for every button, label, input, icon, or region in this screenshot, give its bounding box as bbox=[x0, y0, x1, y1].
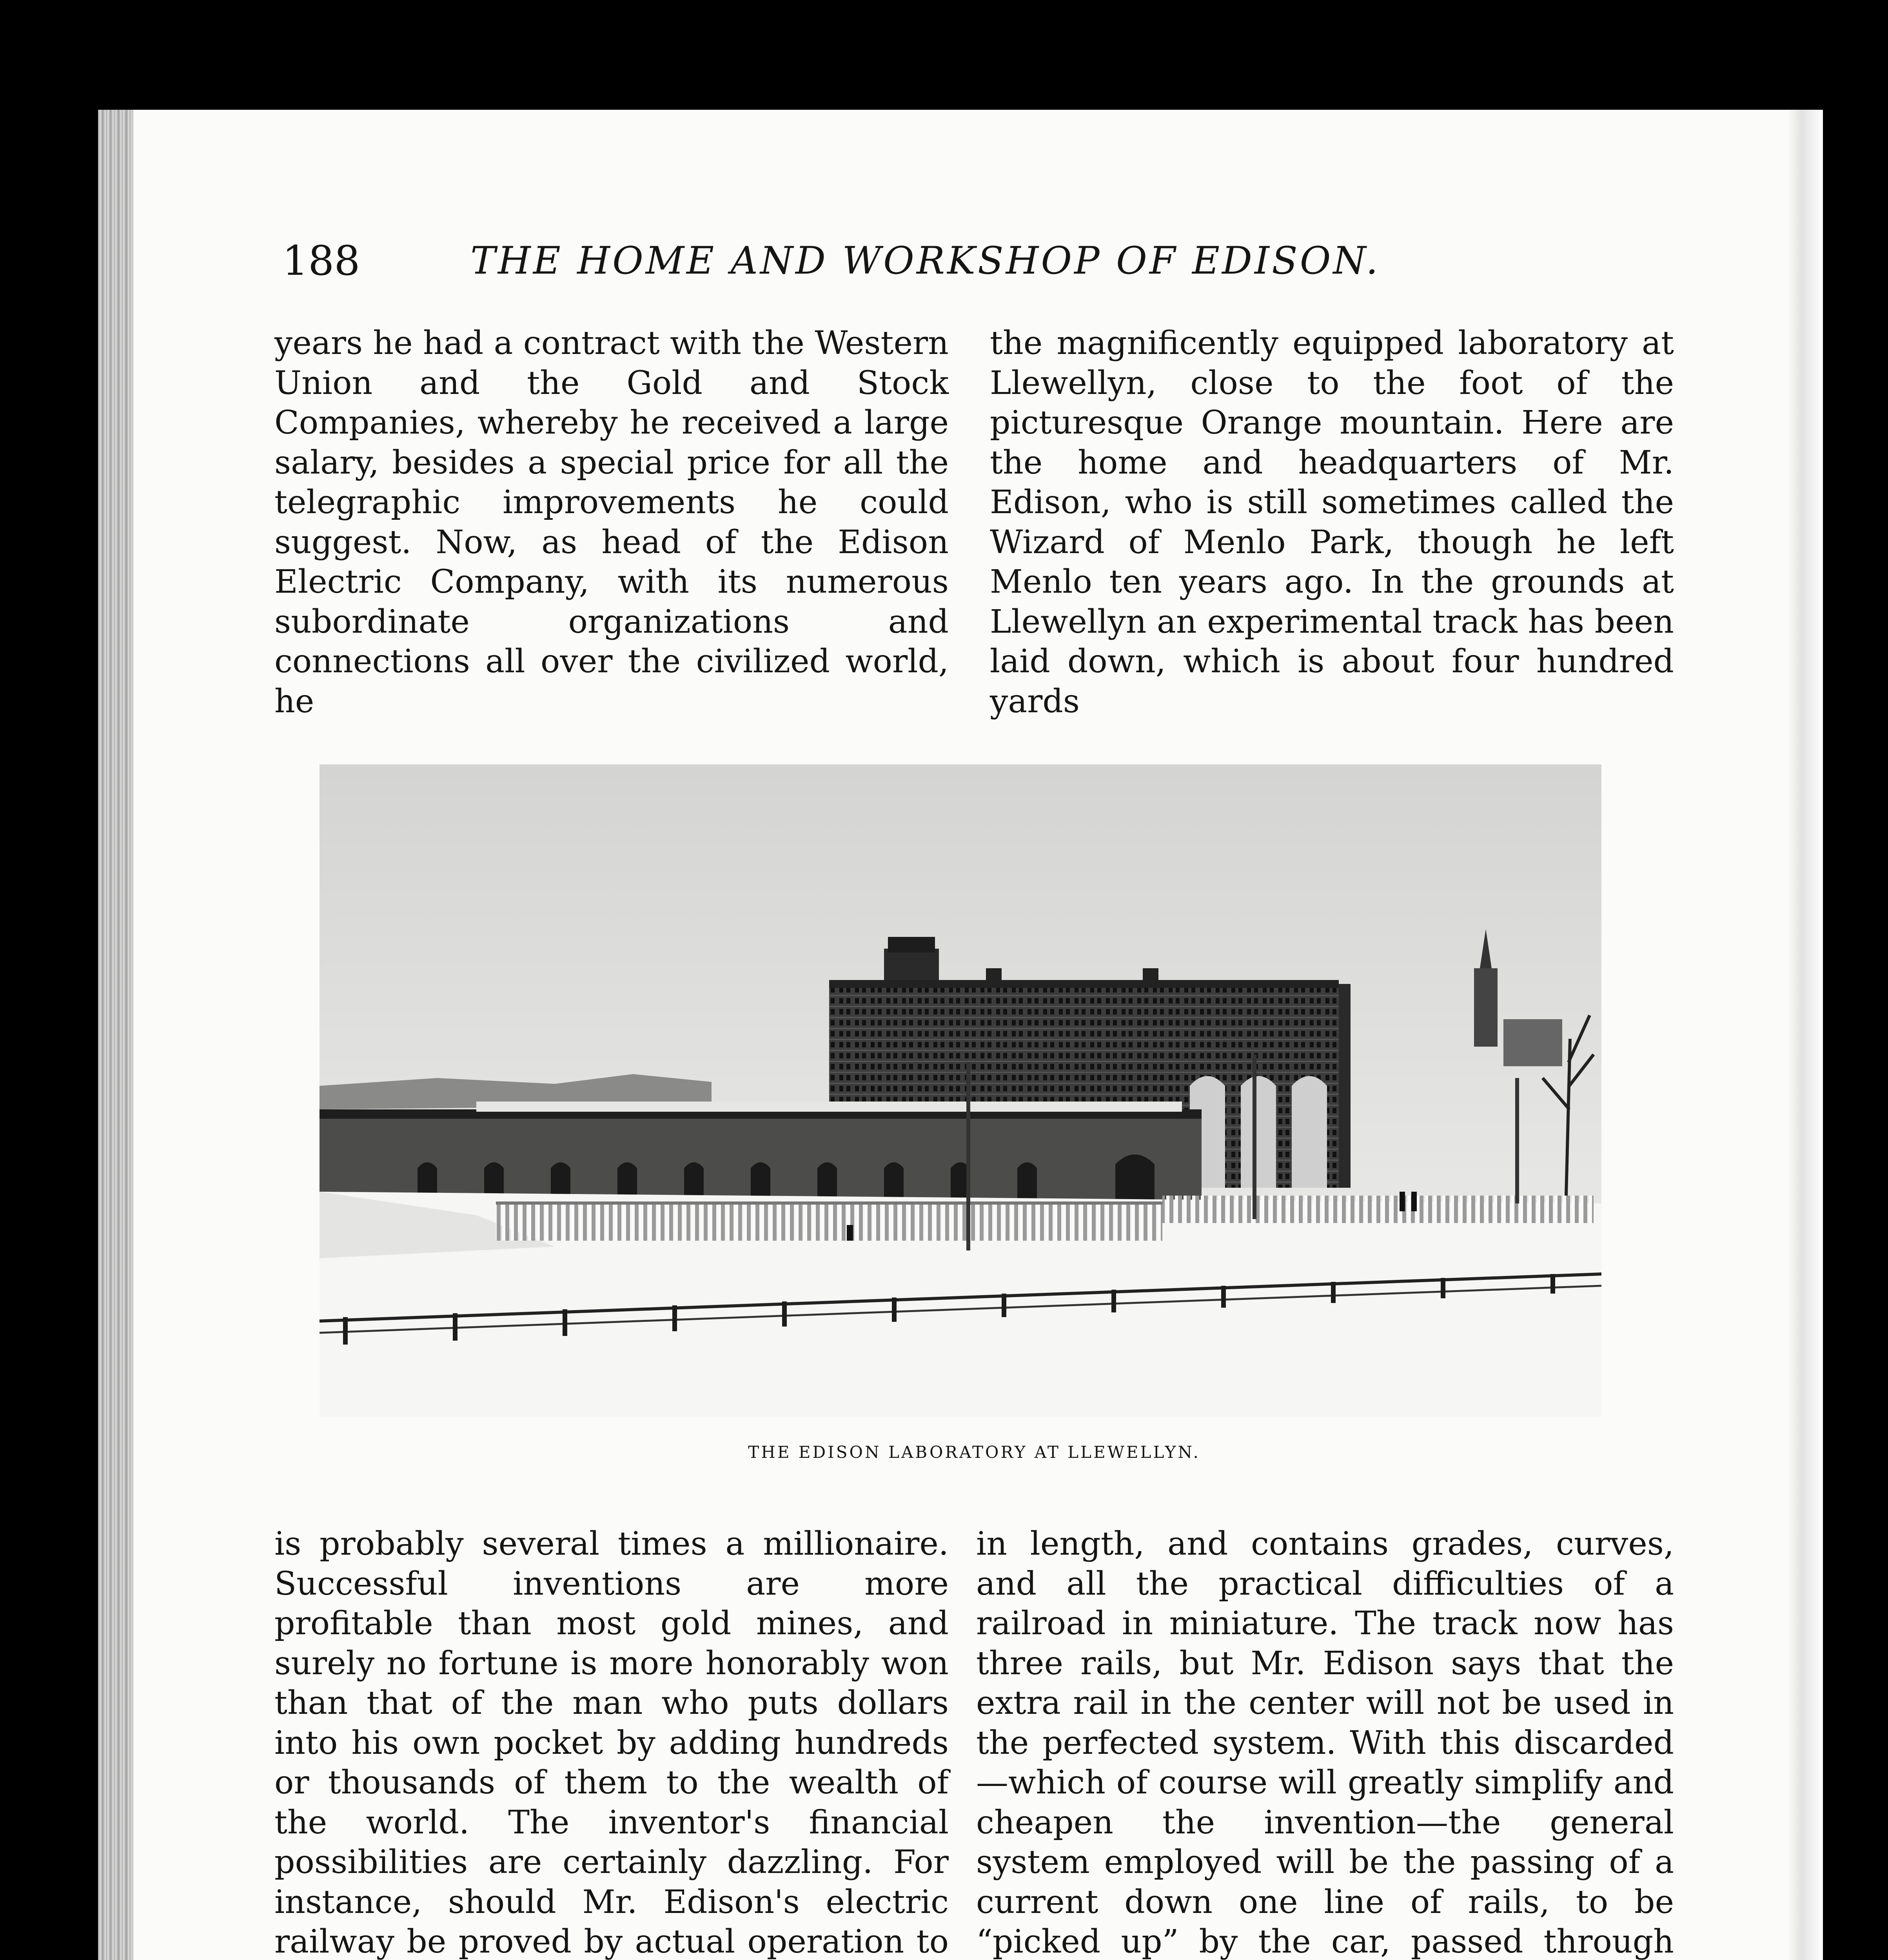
paragraph: years he had a contract with the Western Union and the Gold and Stock Companies, whereby he received a large salary, besides a special price for all the telegraphic improvements he could suggest. Now, as head of the Edison Electric Company, with its numerous subordinate organizations and connections all over the civilized world, he bbox=[274, 325, 949, 720]
paragraph: is probably several times a millionaire. Successful inventions are more profitable than most gold mines, and surely no fortune is more honorably won than that of the man who puts dollars into his own pocket by adding hundreds or thousands of them to the wealth of the world. The inventor's financial possibilities are certainly dazzling. For instance, should Mr. Edison's electric railway be proved by actual operation to bbox=[274, 1525, 949, 1960]
column-top-right bbox=[990, 323, 1674, 721]
paragraph: the magnificently equipped laboratory at Llewellyn, close to the foot of the picturesque Orange mountain. Here are the home and headquarters of Mr. Edison, who is still sometimes called the Wizard of Menlo Park, though he left Menlo ten years ago. In the grounds at Llewellyn an experimental track has been laid down, which is about four hundred yards bbox=[990, 325, 1674, 720]
magazine-page bbox=[98, 110, 1823, 1960]
column-bottom-left bbox=[274, 1524, 949, 1960]
page-number: 188 bbox=[282, 237, 360, 285]
page-header bbox=[282, 233, 1596, 288]
column-top-left bbox=[274, 323, 949, 721]
figure-caption: THE EDISON LABORATORY AT LLEWELLYN. bbox=[748, 1443, 1200, 1462]
laboratory-photograph bbox=[320, 764, 1601, 1417]
paragraph: in length, and contains grades, curves, and all the practical difficulties of a railroad in miniature. The track now has three rails, but Mr. Edison says that the extra rail in the center will not be used in the perfected system. With this discarded—which of course will greatly simplify and cheapen the invention—the general system employed will be the passing of a current down one line of rails, to be “picked up” by the car, passed through bbox=[976, 1525, 1674, 1960]
page-edge bbox=[1788, 110, 1823, 1960]
binding-gutter bbox=[98, 110, 133, 1960]
running-title: THE HOME AND WORKSHOP OF EDISON. bbox=[470, 239, 1380, 283]
column-bottom-right bbox=[976, 1524, 1674, 1960]
